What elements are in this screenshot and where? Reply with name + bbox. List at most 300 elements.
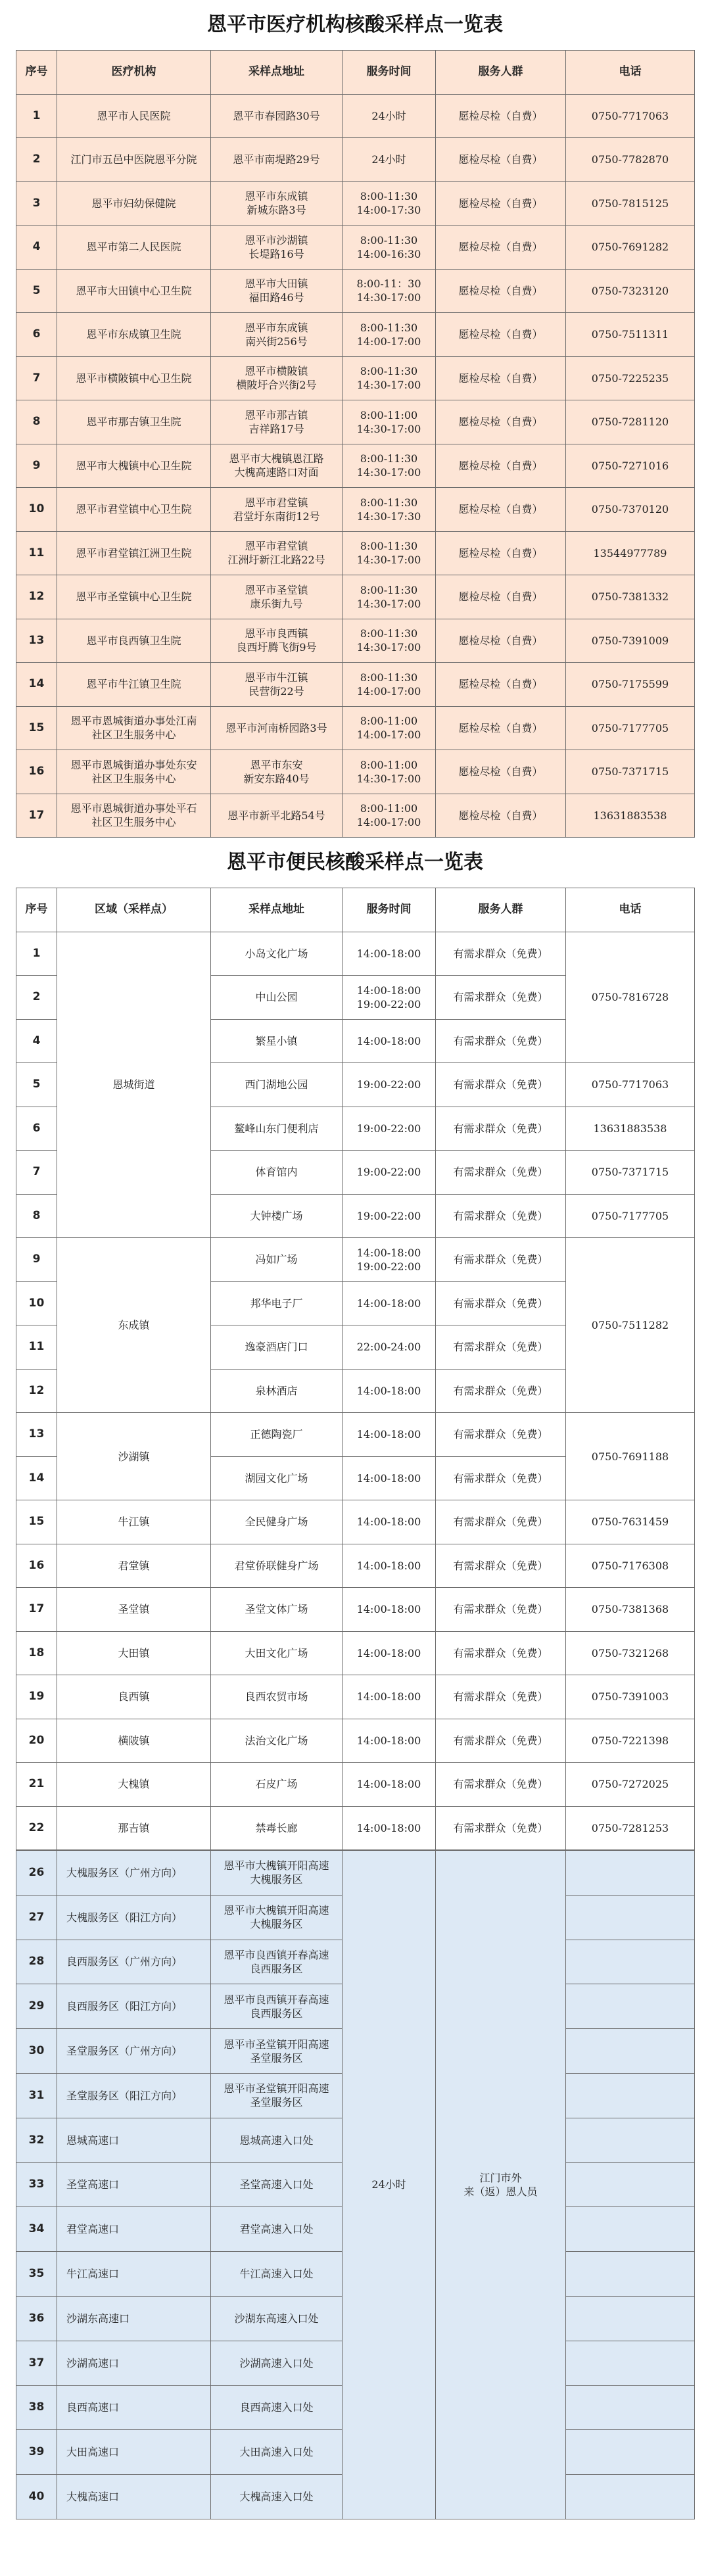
table-row: [16, 575, 695, 619]
phone-cell: [566, 2118, 695, 2162]
phone-number: 0750-7691188: [566, 1413, 695, 1500]
service-group: 有需求群众（免费）: [436, 1413, 566, 1457]
table-row: [16, 1675, 695, 1719]
site-address: 恩平市圣堂镇 康乐街九号: [211, 575, 343, 619]
site-address: 恩平市君堂镇 江洲圩新江北路22号: [211, 531, 343, 575]
phone-number: 0750-7175599: [566, 663, 695, 707]
site-address: 冯如广场: [211, 1238, 343, 1282]
site-name: 大槐服务区（广州方向）: [57, 1851, 211, 1896]
institution-name: 恩平市君堂镇中心卫生院: [57, 488, 211, 532]
site-address: 恩平市南堤路29号: [211, 138, 343, 182]
table-row: [16, 932, 695, 976]
row-number: 17: [16, 794, 57, 838]
phone-number: 0750-7177705: [566, 706, 695, 750]
table-row: [16, 663, 695, 707]
service-hours: 14:00-18:00: [343, 1413, 436, 1457]
phone-number: 13631883538: [566, 1107, 695, 1151]
site-name: 牛江高速口: [57, 2252, 211, 2297]
column-header: 序号: [16, 888, 57, 932]
table-row: [16, 1631, 695, 1675]
row-number: 12: [16, 1369, 57, 1413]
table-row: [16, 269, 695, 313]
table-row: [16, 706, 695, 750]
service-hours: 8:00-11:30 14:30-17:00: [343, 531, 436, 575]
column-header: 采样点地址: [211, 51, 343, 95]
phone-cell: [566, 2029, 695, 2074]
phone-cell: [566, 2475, 695, 2519]
column-header: 区域（采样点）: [57, 888, 211, 932]
phone-number: 0750-7370120: [566, 488, 695, 532]
site-address: 圣堂高速入口处: [211, 2162, 343, 2207]
site-address: 恩平市新平北路54号: [211, 794, 343, 838]
row-number: 22: [16, 1806, 57, 1850]
phone-number: 0750-7177705: [566, 1194, 695, 1238]
service-group: 愿检尽检（自费）: [436, 138, 566, 182]
phone-number: 0750-7321268: [566, 1631, 695, 1675]
header-row: [16, 888, 695, 932]
site-address: 西门湖地公园: [211, 1063, 343, 1107]
row-number: 16: [16, 750, 57, 794]
service-group: 愿检尽检（自费）: [436, 488, 566, 532]
row-number: 6: [16, 1107, 57, 1151]
service-hours: 14:00-18:00 19:00-22:00: [343, 1238, 436, 1282]
service-group: 愿检尽检（自费）: [436, 750, 566, 794]
service-group: 江门市外 来（返）恩人员: [436, 1851, 566, 2519]
site-address: 君堂高速入口处: [211, 2207, 343, 2252]
institution-name: 恩平市横陂镇中心卫生院: [57, 356, 211, 400]
site-address: 圣堂文体广场: [211, 1588, 343, 1632]
service-group: 有需求群众（免费）: [436, 1194, 566, 1238]
service-group: 有需求群众（免费）: [436, 1325, 566, 1370]
phone-number: 0750-7271016: [566, 444, 695, 488]
phone-number: 0750-7225235: [566, 356, 695, 400]
service-hours: 8:00-11：30 14:30-17:00: [343, 269, 436, 313]
service-group: 有需求群众（免费）: [436, 1281, 566, 1325]
row-number: 11: [16, 531, 57, 575]
row-number: 21: [16, 1763, 57, 1807]
institution-name: 恩平市东成镇卫生院: [57, 313, 211, 357]
site-name: 良西高速口: [57, 2385, 211, 2430]
site-address: 鳌峰山东门便利店: [211, 1107, 343, 1151]
site-address: 沙湖高速入口处: [211, 2341, 343, 2385]
site-address: 恩平市良西镇开春高速 良西服务区: [211, 1984, 343, 2029]
service-hours: 14:00-18:00: [343, 1281, 436, 1325]
site-name: 大槐高速口: [57, 2475, 211, 2519]
service-hours: 8:00-11:30 14:00-17:30: [343, 181, 436, 226]
row-number: 35: [16, 2252, 57, 2297]
institution-name: 恩平市恩城街道办事处平石 社区卫生服务中心: [57, 794, 211, 838]
area-name: 圣堂镇: [57, 1588, 211, 1632]
area-name: 横陂镇: [57, 1719, 211, 1763]
site-address: 君堂侨联健身广场: [211, 1544, 343, 1588]
site-address: 大钟楼广场: [211, 1194, 343, 1238]
service-group: 愿检尽检（自费）: [436, 575, 566, 619]
service-group: 有需求群众（免费）: [436, 1806, 566, 1850]
area-name: 大田镇: [57, 1631, 211, 1675]
phone-number: 0750-7176308: [566, 1544, 695, 1588]
column-header: 服务时间: [343, 51, 436, 95]
site-name: 圣堂服务区（广州方向）: [57, 2029, 211, 2074]
service-group: 愿检尽检（自费）: [436, 226, 566, 270]
service-group: 有需求群众（免费）: [436, 1631, 566, 1675]
service-hours: 22:00-24:00: [343, 1325, 436, 1370]
document: [16, 0, 694, 2519]
phone-number: 0750-7511311: [566, 313, 695, 357]
site-name: 大田高速口: [57, 2430, 211, 2475]
row-number: 38: [16, 2385, 57, 2430]
service-hours: 8:00-11:30 14:00-16:30: [343, 226, 436, 270]
medical-institutions-table: [16, 50, 695, 838]
table-row: [16, 531, 695, 575]
table-row: [16, 1719, 695, 1763]
site-name: 恩城高速口: [57, 2118, 211, 2162]
service-group: 有需求群众（免费）: [436, 1151, 566, 1195]
column-header: 采样点地址: [211, 888, 343, 932]
service-group: 愿检尽检（自费）: [436, 269, 566, 313]
area-name: 君堂镇: [57, 1544, 211, 1588]
site-address: 恩平市大槐镇开阳高速 大槐服务区: [211, 1851, 343, 1896]
table-row: [16, 356, 695, 400]
row-number: 28: [16, 1940, 57, 1984]
phone-cell: [566, 1984, 695, 2029]
site-address: 泉林酒店: [211, 1369, 343, 1413]
service-hours: 8:00-11:00 14:00-17:00: [343, 706, 436, 750]
service-hours: 14:00-18:00: [343, 1500, 436, 1544]
row-number: 29: [16, 1984, 57, 2029]
service-group: 愿检尽检（自费）: [436, 94, 566, 138]
service-hours: 19:00-22:00: [343, 1107, 436, 1151]
site-address: 良西高速入口处: [211, 2385, 343, 2430]
row-number: 31: [16, 2073, 57, 2118]
table-row: [16, 444, 695, 488]
row-number: 11: [16, 1325, 57, 1370]
row-number: 7: [16, 356, 57, 400]
service-hours: 14:00-18:00: [343, 1369, 436, 1413]
row-number: 10: [16, 1281, 57, 1325]
table-row: [16, 226, 695, 270]
table-row: [16, 1851, 695, 1896]
service-hours: 14:00-18:00: [343, 1806, 436, 1850]
row-number: 40: [16, 2475, 57, 2519]
column-header: 序号: [16, 51, 57, 95]
service-group: 愿检尽检（自费）: [436, 619, 566, 663]
table-row: [16, 750, 695, 794]
row-number: 17: [16, 1588, 57, 1632]
service-group: 有需求群众（免费）: [436, 1544, 566, 1588]
service-hours: 8:00-11:30 14:30-17:00: [343, 575, 436, 619]
service-hours: 19:00-22:00: [343, 1151, 436, 1195]
table-row: [16, 1238, 695, 1282]
row-number: 18: [16, 1631, 57, 1675]
site-address: 恩城高速入口处: [211, 2118, 343, 2162]
column-header: 电话: [566, 888, 695, 932]
row-number: 36: [16, 2296, 57, 2341]
table-row: [16, 619, 695, 663]
service-hours: 14:00-18:00: [343, 1631, 436, 1675]
row-number: 4: [16, 1019, 57, 1063]
phone-number: 0750-7391003: [566, 1675, 695, 1719]
phone-number: 0750-7782870: [566, 138, 695, 182]
area-name: 良西镇: [57, 1675, 211, 1719]
row-number: 27: [16, 1895, 57, 1940]
service-group: 有需求群众（免费）: [436, 1238, 566, 1282]
site-address: 正德陶瓷厂: [211, 1413, 343, 1457]
service-group: 有需求群众（免费）: [436, 1456, 566, 1500]
table-row: [16, 181, 695, 226]
table1-title: 恩平市医疗机构核酸采样点一览表: [207, 13, 503, 36]
site-address: 良西农贸市场: [211, 1675, 343, 1719]
institution-name: 恩平市人民医院: [57, 94, 211, 138]
phone-number: 0750-7371715: [566, 750, 695, 794]
row-number: 2: [16, 138, 57, 182]
row-number: 6: [16, 313, 57, 357]
row-number: 8: [16, 1194, 57, 1238]
table-row: [16, 488, 695, 532]
row-number: 15: [16, 706, 57, 750]
service-group: 有需求群众（免费）: [436, 1063, 566, 1107]
row-number: 34: [16, 2207, 57, 2252]
service-group: 有需求群众（免费）: [436, 1588, 566, 1632]
row-number: 13: [16, 619, 57, 663]
institution-name: 恩平市牛江镇卫生院: [57, 663, 211, 707]
phone-number: 0750-7511282: [566, 1238, 695, 1413]
site-address: 恩平市横陂镇 横陂圩合兴街2号: [211, 356, 343, 400]
area-name: 沙湖镇: [57, 1413, 211, 1500]
phone-cell: [566, 2385, 695, 2430]
site-address: 恩平市大槐镇开阳高速 大槐服务区: [211, 1895, 343, 1940]
service-group: 愿检尽检（自费）: [436, 794, 566, 838]
service-group: 愿检尽检（自费）: [436, 444, 566, 488]
table-row: [16, 400, 695, 444]
site-address: 法治文化广场: [211, 1719, 343, 1763]
phone-number: 0750-7272025: [566, 1763, 695, 1807]
row-number: 9: [16, 444, 57, 488]
phone-number: 0750-7717063: [566, 94, 695, 138]
phone-number: 0750-7691282: [566, 226, 695, 270]
row-number: 16: [16, 1544, 57, 1588]
phone-number: 0750-7631459: [566, 1500, 695, 1544]
area-name: 那吉镇: [57, 1806, 211, 1850]
site-address: 恩平市君堂镇 君堂圩东南街12号: [211, 488, 343, 532]
site-address: 湖园文化广场: [211, 1456, 343, 1500]
service-hours: 14:00-18:00: [343, 1763, 436, 1807]
service-hours: 8:00-11:30 14:30-17:00: [343, 619, 436, 663]
phone-cell: [566, 1895, 695, 1940]
phone-number: 0750-7816728: [566, 932, 695, 1063]
institution-name: 恩平市君堂镇江洲卫生院: [57, 531, 211, 575]
table-row: [16, 1588, 695, 1632]
service-hours: 14:00-18:00: [343, 1544, 436, 1588]
header-row: [16, 51, 695, 95]
service-hours: 8:00-11:30 14:30-17:30: [343, 488, 436, 532]
service-group: 有需求群众（免费）: [436, 1019, 566, 1063]
site-address: 体育馆内: [211, 1151, 343, 1195]
site-name: 良西服务区（广州方向）: [57, 1940, 211, 1984]
institution-name: 恩平市恩城街道办事处江南 社区卫生服务中心: [57, 706, 211, 750]
site-address: 恩平市那吉镇 吉祥路17号: [211, 400, 343, 444]
site-address: 小岛文化广场: [211, 932, 343, 976]
table-row: [16, 94, 695, 138]
site-address: 恩平市大田镇 福田路46号: [211, 269, 343, 313]
service-group: 有需求群众（免费）: [436, 1763, 566, 1807]
site-address: 沙湖东高速入口处: [211, 2296, 343, 2341]
table-row: [16, 1763, 695, 1807]
service-group: 愿检尽检（自费）: [436, 356, 566, 400]
service-group: 有需求群众（免费）: [436, 1369, 566, 1413]
row-number: 5: [16, 269, 57, 313]
site-address: 逸豪酒店门口: [211, 1325, 343, 1370]
phone-cell: [566, 1940, 695, 1984]
table2-title: 恩平市便民核酸采样点一览表: [227, 851, 483, 874]
phone-number: 0750-7281253: [566, 1806, 695, 1850]
service-group: 有需求群众（免费）: [436, 1675, 566, 1719]
row-number: 5: [16, 1063, 57, 1107]
service-hours: 19:00-22:00: [343, 1194, 436, 1238]
site-address: 大槐高速入口处: [211, 2475, 343, 2519]
phone-number: 0750-7221398: [566, 1719, 695, 1763]
phone-cell: [566, 2341, 695, 2385]
phone-cell: [566, 2296, 695, 2341]
row-number: 3: [16, 181, 57, 226]
site-address: 恩平市良西镇 良西圩腾飞街9号: [211, 619, 343, 663]
row-number: 32: [16, 2118, 57, 2162]
table-row: [16, 1500, 695, 1544]
row-number: 2: [16, 976, 57, 1020]
institution-name: 恩平市恩城街道办事处东安 社区卫生服务中心: [57, 750, 211, 794]
row-number: 14: [16, 663, 57, 707]
institution-name: 恩平市大槐镇中心卫生院: [57, 444, 211, 488]
institution-name: 江门市五邑中医院恩平分院: [57, 138, 211, 182]
area-name: 牛江镇: [57, 1500, 211, 1544]
row-number: 1: [16, 94, 57, 138]
institution-name: 恩平市大田镇中心卫生院: [57, 269, 211, 313]
service-group: 有需求群众（免费）: [436, 1719, 566, 1763]
row-number: 37: [16, 2341, 57, 2385]
row-number: 19: [16, 1675, 57, 1719]
table-row: [16, 138, 695, 182]
table-row: [16, 1806, 695, 1850]
phone-number: 0750-7371715: [566, 1151, 695, 1195]
column-header: 服务时间: [343, 888, 436, 932]
row-number: 1: [16, 932, 57, 976]
service-hours: 24小时: [343, 138, 436, 182]
phone-number: 13631883538: [566, 794, 695, 838]
service-hours: 8:00-11:00 14:30-17:00: [343, 750, 436, 794]
site-address: 石皮广场: [211, 1763, 343, 1807]
table-row: [16, 313, 695, 357]
table-row: [16, 1413, 695, 1457]
service-hours: 14:00-18:00: [343, 1019, 436, 1063]
site-address: 恩平市东成镇 新城东路3号: [211, 181, 343, 226]
phone-number: 0750-7323120: [566, 269, 695, 313]
row-number: 10: [16, 488, 57, 532]
service-group: 有需求群众（免费）: [436, 1107, 566, 1151]
phone-cell: [566, 2162, 695, 2207]
site-address: 恩平市良西镇开春高速 良西服务区: [211, 1940, 343, 1984]
row-number: 4: [16, 226, 57, 270]
phone-cell: [566, 2073, 695, 2118]
institution-name: 恩平市第二人民医院: [57, 226, 211, 270]
service-group: 愿检尽检（自费）: [436, 313, 566, 357]
area-name: 恩城街道: [57, 932, 211, 1238]
service-hours: 8:00-11:00 14:30-17:00: [343, 400, 436, 444]
service-hours: 24小时: [343, 94, 436, 138]
phone-cell: [566, 2207, 695, 2252]
service-hours: 14:00-18:00: [343, 1456, 436, 1500]
service-hours: 14:00-18:00: [343, 1719, 436, 1763]
row-number: 13: [16, 1413, 57, 1457]
convenience-sites-table: [16, 888, 695, 1850]
service-group: 愿检尽检（自费）: [436, 531, 566, 575]
phone-number: 0750-7281120: [566, 400, 695, 444]
phone-number: 13544977789: [566, 531, 695, 575]
site-name: 沙湖东高速口: [57, 2296, 211, 2341]
service-hours: 14:00-18:00: [343, 1675, 436, 1719]
service-group: 愿检尽检（自费）: [436, 400, 566, 444]
site-name: 君堂高速口: [57, 2207, 211, 2252]
row-number: 9: [16, 1238, 57, 1282]
phone-number: 0750-7391009: [566, 619, 695, 663]
table-row: [16, 794, 695, 838]
service-hours: 8:00-11:30 14:30-17:00: [343, 356, 436, 400]
column-header: 电话: [566, 51, 695, 95]
site-name: 沙湖高速口: [57, 2341, 211, 2385]
service-group: 愿检尽检（自费）: [436, 181, 566, 226]
site-address: 恩平市春园路30号: [211, 94, 343, 138]
row-number: 39: [16, 2430, 57, 2475]
phone-number: 0750-7381332: [566, 575, 695, 619]
service-hours: 19:00-22:00: [343, 1063, 436, 1107]
row-number: 14: [16, 1456, 57, 1500]
row-number: 8: [16, 400, 57, 444]
phone-cell: [566, 1851, 695, 1896]
service-hours: 8:00-11:30 14:00-17:00: [343, 313, 436, 357]
row-number: 15: [16, 1500, 57, 1544]
service-hours: 8:00-11:30 14:30-17:00: [343, 444, 436, 488]
phone-number: 0750-7381368: [566, 1588, 695, 1632]
service-hours: 14:00-18:00: [343, 1588, 436, 1632]
service-group: 愿检尽检（自费）: [436, 706, 566, 750]
service-group: 愿检尽检（自费）: [436, 663, 566, 707]
institution-name: 恩平市良西镇卫生院: [57, 619, 211, 663]
site-address: 恩平市圣堂镇开阳高速 圣堂服务区: [211, 2029, 343, 2074]
site-address: 恩平市河南桥园路3号: [211, 706, 343, 750]
service-hours: 24小时: [343, 1851, 436, 2519]
column-header: 服务人群: [436, 888, 566, 932]
site-address: 恩平市大槐镇恩江路 大槐高速路口对面: [211, 444, 343, 488]
phone-cell: [566, 2252, 695, 2297]
service-hours: 14:00-18:00: [343, 932, 436, 976]
site-address: 恩平市东成镇 南兴街256号: [211, 313, 343, 357]
area-name: 东成镇: [57, 1238, 211, 1413]
row-number: 33: [16, 2162, 57, 2207]
site-address: 恩平市圣堂镇开阳高速 圣堂服务区: [211, 2073, 343, 2118]
service-group: 有需求群众（免费）: [436, 976, 566, 1020]
site-address: 繁星小镇: [211, 1019, 343, 1063]
column-header: 医疗机构: [57, 51, 211, 95]
institution-name: 恩平市圣堂镇中心卫生院: [57, 575, 211, 619]
service-hours: 8:00-11:00 14:00-17:00: [343, 794, 436, 838]
service-group: 有需求群众（免费）: [436, 932, 566, 976]
institution-name: 恩平市那吉镇卫生院: [57, 400, 211, 444]
row-number: 7: [16, 1151, 57, 1195]
phone-number: 0750-7815125: [566, 181, 695, 226]
row-number: 30: [16, 2029, 57, 2074]
column-header: 服务人群: [436, 51, 566, 95]
phone-cell: [566, 2430, 695, 2475]
site-name: 大槐服务区（阳江方向）: [57, 1895, 211, 1940]
phone-number: 0750-7717063: [566, 1063, 695, 1107]
